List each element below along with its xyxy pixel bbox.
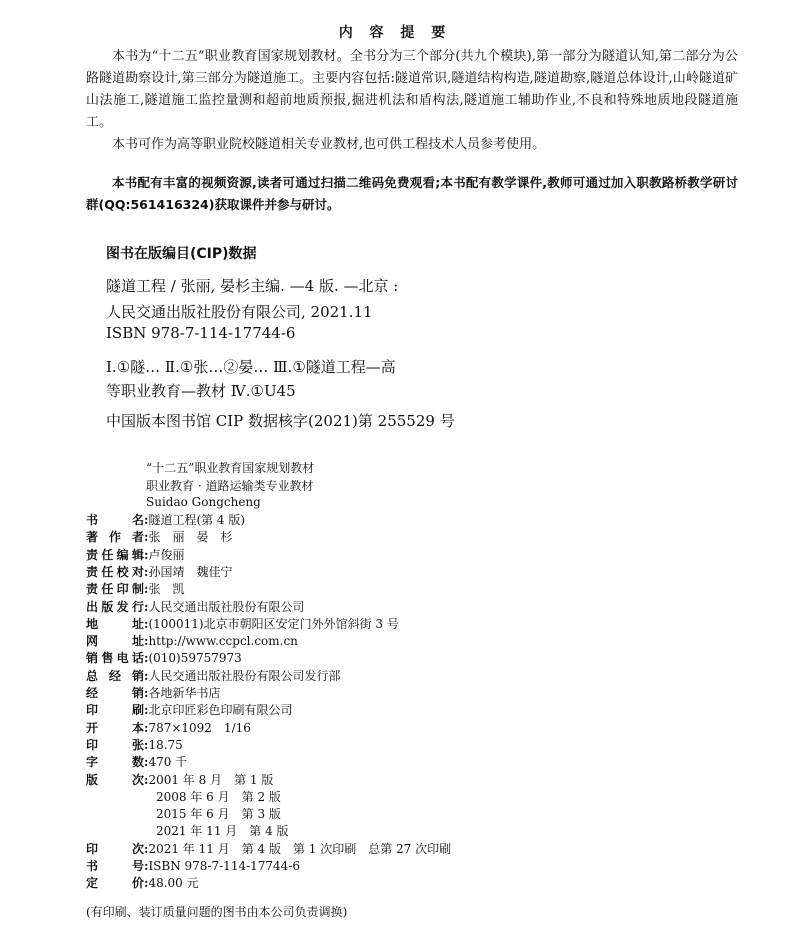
metadata-value: 2001 年 8 月 第 1 版 bbox=[148, 772, 274, 787]
metadata-colon: : bbox=[144, 634, 149, 649]
metadata-label: 印刷 bbox=[86, 703, 144, 718]
metadata-row bbox=[86, 720, 251, 737]
series-line-category: 职业教育 · 道路运输类专业教材 bbox=[146, 479, 314, 493]
metadata-label: 责任编辑 bbox=[86, 547, 144, 562]
metadata-colon: : bbox=[144, 616, 149, 631]
metadata-row bbox=[86, 789, 281, 806]
metadata-value: 各地新华书店 bbox=[148, 686, 221, 700]
metadata-value: 2008 年 6 月 第 2 版 bbox=[156, 789, 281, 804]
page-title: 内 容 提 要 bbox=[338, 25, 452, 41]
metadata-value: 470 千 bbox=[148, 755, 188, 770]
metadata-colon: : bbox=[144, 876, 149, 891]
metadata-value: 18.75 bbox=[148, 737, 183, 752]
metadata-value: ISBN 978-7-114-17744-6 bbox=[148, 859, 301, 873]
summary-paragraph-content: 本书为“十二五”职业教育国家规划教材。全书分为三个部分(共九个模块),第一部分为隧道认知,第二部分为公路隧道勘察设计,第三部分为隧道施工。主要内容包括:隧道常识,隧道结构构造,隧道勘察,隧道总体设计,山岭隧道矿山法施工,隧道施工监控量测和超前地质预报,掘进机法和盾构法,隧道施工辅助作业,不良和特殊地质地段隧道施工。 bbox=[86, 49, 738, 130]
metadata-row bbox=[86, 823, 289, 840]
metadata-colon: : bbox=[144, 599, 149, 614]
cip-line-title: 隧道工程 / 张丽, 晏杉主编. —4 版. —北京 : bbox=[106, 277, 399, 295]
metadata-colon: : bbox=[144, 720, 149, 735]
metadata-colon: : bbox=[144, 582, 149, 597]
metadata-colon: : bbox=[144, 755, 149, 770]
metadata-row bbox=[86, 616, 399, 633]
cip-line-record-number: 中国版本图书馆 CIP 数据核字(2021)第 255529 号 bbox=[106, 412, 455, 430]
cip-line-isbn: ISBN 978-7-114-17744-6 bbox=[106, 324, 296, 342]
quality-note: (有印刷、装订质量问题的图书由本公司负责调换) bbox=[86, 905, 348, 919]
metadata-colon: : bbox=[144, 651, 149, 666]
metadata-row bbox=[86, 841, 451, 858]
metadata-row bbox=[86, 581, 184, 598]
series-line-pinyin: Suidao Gongcheng bbox=[146, 495, 261, 509]
summary-paragraph-usage: 本书可作为高等职业院校隧道相关专业教材,也可供工程技术人员参考使用。 bbox=[112, 137, 546, 152]
metadata-colon: : bbox=[144, 668, 149, 683]
metadata-value: 48.00 元 bbox=[148, 876, 199, 891]
metadata-label: 经销 bbox=[86, 686, 144, 700]
metadata-row bbox=[86, 633, 298, 650]
metadata-row bbox=[86, 772, 273, 789]
metadata-colon: : bbox=[144, 841, 149, 856]
metadata-colon: : bbox=[144, 737, 149, 752]
metadata-value: (010)59757973 bbox=[148, 651, 242, 666]
series-line-plan: “十二五”职业教育国家规划教材 bbox=[146, 461, 315, 475]
metadata-row bbox=[86, 754, 187, 771]
metadata-label: 印张 bbox=[86, 737, 144, 752]
metadata-row bbox=[86, 512, 245, 529]
metadata-colon bbox=[144, 824, 156, 838]
metadata-value: 人民交通出版社股份有限公司 bbox=[148, 599, 305, 614]
metadata-value: 卢俊丽 bbox=[148, 547, 185, 562]
cip-line-publisher: 人民交通出版社股份有限公司, 2021.11 bbox=[106, 303, 373, 321]
summary-paragraph-resources: 本书配有丰富的视频资源,读者可通过扫描二维码免费观看;本书配有教学课件,教师可通过加入职教路桥教学研讨群(QQ:561416324)获取课件并参与研讨。 bbox=[86, 175, 738, 212]
metadata-label: 总经销 bbox=[86, 668, 144, 683]
metadata-value: http://www.ccpcl.com.cn bbox=[148, 634, 298, 649]
metadata-value: (100011)北京市朝阳区安定门外外馆斜街 3 号 bbox=[148, 616, 399, 631]
metadata-colon bbox=[144, 790, 156, 804]
metadata-colon: : bbox=[144, 530, 149, 545]
metadata-value: 孙国靖 魏佳宁 bbox=[148, 564, 233, 579]
metadata-label: 版次 bbox=[86, 772, 144, 787]
metadata-label: 地址 bbox=[86, 616, 144, 631]
metadata-value: 张 凯 bbox=[148, 582, 185, 597]
metadata-colon: : bbox=[144, 564, 149, 579]
metadata-row bbox=[86, 875, 199, 892]
metadata-row bbox=[86, 685, 220, 702]
metadata-value: 2015 年 6 月 第 3 版 bbox=[156, 807, 281, 822]
metadata-label: 网址 bbox=[86, 634, 144, 649]
metadata-row bbox=[86, 599, 304, 616]
metadata-colon: : bbox=[144, 547, 149, 562]
metadata-row bbox=[86, 650, 242, 667]
metadata-value: 北京印匠彩色印刷有限公司 bbox=[148, 703, 293, 718]
metadata-row bbox=[86, 806, 281, 823]
metadata-value: 隧道工程(第 4 版) bbox=[148, 513, 246, 527]
metadata-colon: : bbox=[144, 686, 149, 700]
metadata-label: 字数 bbox=[86, 755, 144, 770]
cip-line-classification: Ⅰ.①隧… Ⅱ.①张…②晏… Ⅲ.①隧道工程—高 bbox=[106, 358, 396, 376]
metadata-label: 责任印制 bbox=[86, 582, 144, 597]
cip-line-classification-cont: 等职业教育—教材 Ⅳ.①U45 bbox=[106, 382, 296, 400]
metadata-label: 书名 bbox=[86, 513, 144, 527]
metadata-row bbox=[86, 702, 292, 719]
metadata-row bbox=[86, 564, 232, 581]
metadata-label: 出版发行 bbox=[86, 599, 144, 614]
metadata-colon: : bbox=[144, 859, 149, 873]
metadata-value: 2021 年 11 月 第 4 版 bbox=[156, 824, 289, 839]
metadata-colon: : bbox=[144, 703, 149, 718]
metadata-value: 人民交通出版社股份有限公司发行部 bbox=[148, 668, 341, 683]
metadata-value: 787×1092 1/16 bbox=[148, 720, 251, 735]
metadata-label: 销售电话 bbox=[86, 651, 144, 666]
metadata-label: 责任校对 bbox=[86, 564, 144, 579]
metadata-colon: : bbox=[144, 772, 149, 787]
metadata-row bbox=[86, 547, 184, 564]
metadata-value: 2021 年 11 月 第 4 版 第 1 次印刷 总第 27 次印刷 bbox=[148, 841, 452, 856]
metadata-row bbox=[86, 858, 300, 875]
metadata-row bbox=[86, 529, 232, 546]
metadata-colon: : bbox=[144, 513, 149, 527]
metadata-label: 书号 bbox=[86, 859, 144, 873]
cip-heading: 图书在版编目(CIP)数据 bbox=[106, 246, 257, 262]
metadata-label: 印次 bbox=[86, 841, 144, 856]
metadata-row bbox=[86, 737, 183, 754]
metadata-colon bbox=[144, 807, 156, 821]
metadata-row bbox=[86, 668, 340, 685]
metadata-value: 张 丽 晏 杉 bbox=[148, 530, 233, 545]
metadata-label: 著作者 bbox=[86, 530, 144, 545]
metadata-label: 定价 bbox=[86, 876, 144, 891]
metadata-label: 开本 bbox=[86, 720, 144, 735]
